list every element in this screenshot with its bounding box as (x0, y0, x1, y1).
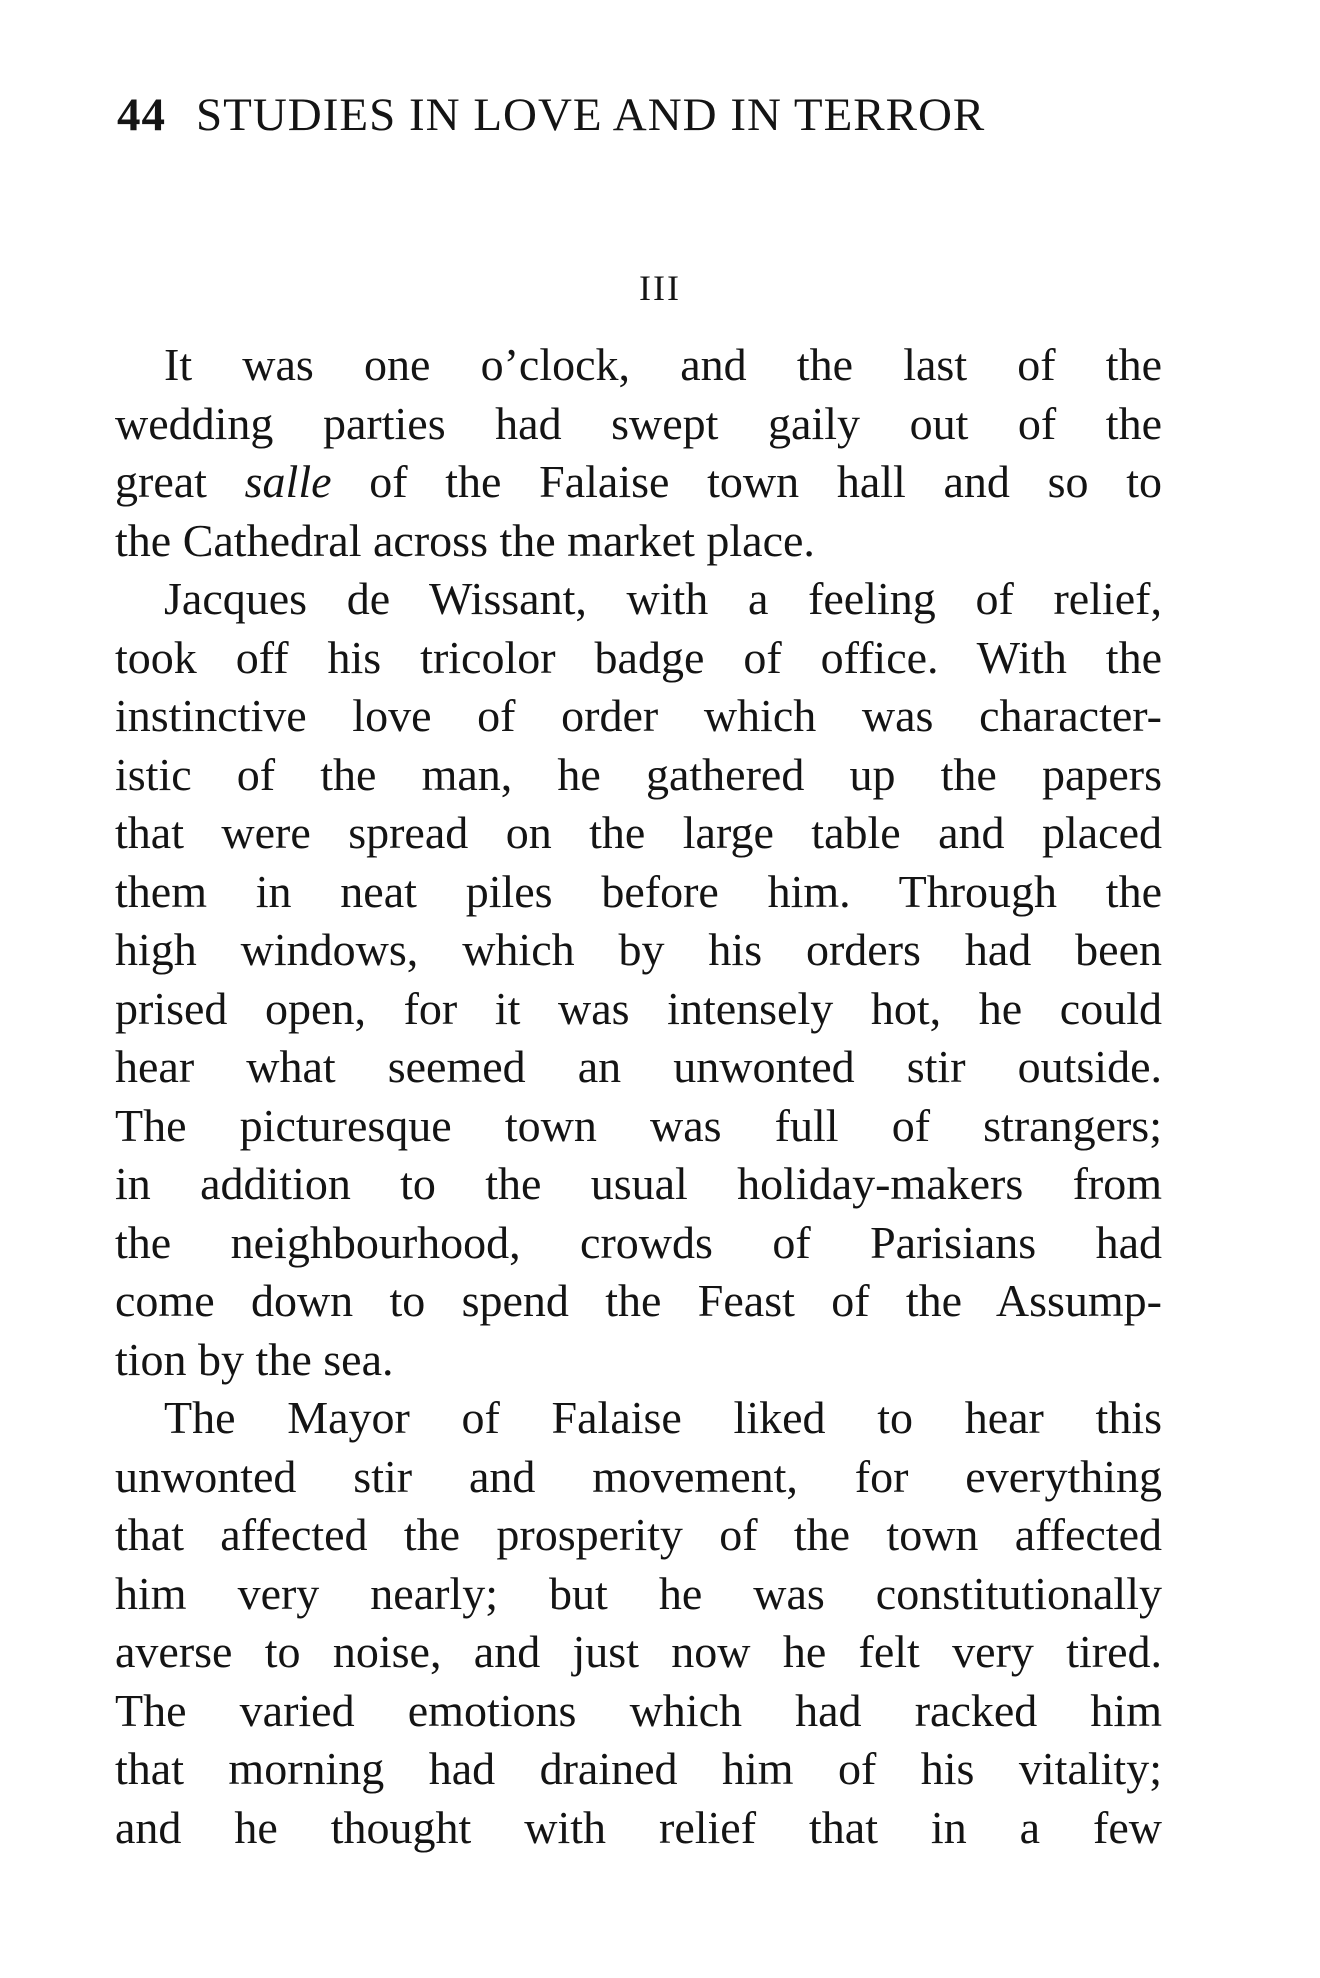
text-line: The Mayor of Falaise liked to hear this (164, 1392, 1162, 1443)
text-line: prised open, for it was intensely hot, he could (115, 982, 1162, 1034)
text-line: averse to noise, and just now he felt very tired. (115, 1626, 1162, 1677)
text-line: that morning had drained him of his vitality; (115, 1743, 1162, 1794)
running-head (117, 89, 1117, 141)
text-line: that were spread on the large table and placed (115, 807, 1162, 858)
text-line: istic of the man, he gathered up the papers (115, 748, 1162, 800)
text-line: unwonted stir and movement, for everything (115, 1450, 1162, 1502)
text-line: Jacques de Wissant, with a feeling of relief, (164, 573, 1162, 624)
text-line: It was one o’clock, and the last of the (164, 339, 1162, 390)
text-line: instinctive love of order which was character- (115, 690, 1162, 741)
text-line: The picturesque town was full of strangers; (115, 1099, 1162, 1151)
page-number: 44 (117, 89, 166, 141)
section-number: III (639, 268, 681, 308)
text-line: in addition to the usual holiday-makers from (115, 1158, 1162, 1209)
text-line: tion by the sea. (115, 1333, 394, 1385)
text-line: wedding parties had swept gaily out of the (115, 397, 1162, 449)
text-line: hear what seemed an unwonted stir outside. (115, 1041, 1162, 1092)
italic-word: salle (244, 456, 332, 507)
book-title: STUDIES IN LOVE AND IN TERROR (196, 89, 986, 141)
text-line: them in neat piles before him. Through the (115, 865, 1162, 917)
text-line: took off his tricolor badge of office. With the (115, 631, 1162, 683)
text-span: of the Falaise town hall and so to (331, 456, 1163, 507)
text-line: and he thought with relief that in a few (115, 1801, 1162, 1853)
text-line: that affected the prosperity of the town affected (115, 1509, 1162, 1560)
text-line: him very nearly; but he was constitutionally (115, 1567, 1162, 1619)
text-line (115, 453, 1162, 512)
text-line: come down to spend the Feast of the Assump- (115, 1275, 1162, 1326)
text-line: the neighbourhood, crowds of Parisians had (115, 1216, 1162, 1268)
text-line: high windows, which by his orders had been (115, 924, 1162, 975)
text-line: The varied emotions which had racked him (115, 1684, 1162, 1736)
text-line: the Cathedral across the market place. (115, 514, 815, 566)
text-span: great (115, 456, 245, 507)
body-text (115, 336, 1162, 1857)
